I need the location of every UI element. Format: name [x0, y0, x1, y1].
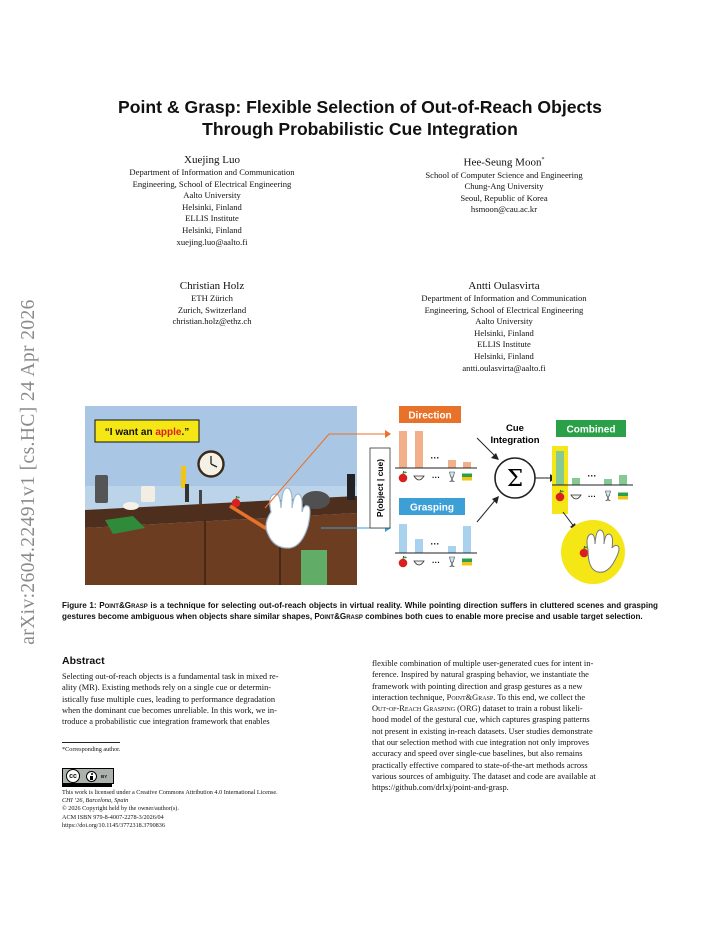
abstract-line: Out-of-Reach Grasping (ORG) dataset to train a robust likeli-: [372, 704, 583, 714]
grasping-ellipsis: ···: [430, 539, 440, 549]
venue-line: CHI ’26, Barcelona, Spain: [62, 797, 129, 805]
affiliation-line: Helsinki, Finland: [474, 350, 534, 361]
author-name: Xuejing Luo: [184, 154, 240, 166]
corresponding-mark: *: [541, 157, 545, 163]
author-email[interactable]: xuejing.luo@aalto.fi: [176, 236, 248, 247]
author-name: Hee-Seung Moon*: [463, 156, 545, 169]
affiliation-line: Aalto University: [475, 316, 533, 327]
repository-link[interactable]: https://github.com/drlxj/point-and-grasp.: [372, 783, 509, 793]
abstract-line: when the dominant cue becomes unreliable. In this work, we in-: [62, 705, 277, 715]
glass-icon: [450, 557, 455, 567]
direction-bar: [463, 462, 471, 468]
abstract-line: practically effective compared to state-of-the-art methods across: [372, 760, 588, 770]
license-line[interactable]: This work is licensed under a Creative Commons Attribution 4.0 International License.: [62, 789, 278, 796]
cc-by-label: BY: [101, 773, 108, 779]
affiliation-line: Department of Information and Communication: [421, 293, 587, 303]
abstract-line: troduce a probabilistic cue integration framework that enables: [62, 717, 270, 727]
abstract-right-column: [372, 658, 659, 794]
title-line-2: Through Probabilistic Cue Integration: [202, 119, 518, 139]
sigma-symbol: Σ: [506, 466, 524, 492]
affiliation-line: ELLIS Institute: [185, 213, 239, 224]
cue-label-line1: Cue: [506, 423, 524, 434]
combined-bar: [604, 479, 612, 485]
author-name: Christian Holz: [179, 280, 245, 292]
axis-label: P(object | cue): [375, 458, 385, 518]
affiliation-line: Seoul, Republic of Korea: [460, 192, 548, 203]
cc-badge-bar: [62, 784, 112, 787]
direction-bar: [415, 431, 423, 468]
license-block: [62, 789, 362, 830]
affiliation-line: Helsinki, Finland: [182, 224, 242, 235]
caption-text: is a technique for selecting out-of-reach objects in virtual reality. While pointing direction suffers in cluttered scenes and grasping gestures become ambiguous when objects share similar shapes,: [62, 601, 658, 621]
dataset-name: Out-of-Reach Grasping: [372, 704, 456, 714]
author-block-moon: [384, 153, 624, 216]
doi-link[interactable]: https://doi.org/10.1145/3772318.3790836: [62, 821, 165, 829]
affiliation-line: Aalto University: [183, 190, 241, 201]
figure-caption: [62, 600, 658, 622]
combined-bar: [619, 475, 627, 485]
paper-title: [80, 96, 640, 140]
apple-icon: [399, 556, 408, 567]
abstract-line: various sources of ambiguity. The dataset and code are available at: [372, 771, 596, 781]
copyright-line: © 2026 Copyright held by the owner/author(s).: [62, 805, 179, 813]
arxiv-stamp: [4, 262, 54, 682]
cue-label-line2: Integration: [490, 435, 540, 446]
author-email[interactable]: christian.holz@ethz.ch: [172, 316, 252, 327]
footnote: *Corresponding author.: [62, 746, 121, 753]
combined-bar: [556, 451, 564, 485]
grasping-bar: [399, 524, 407, 553]
affiliation-line: Helsinki, Finland: [474, 327, 534, 338]
sponge-icon: [618, 493, 628, 500]
abstract-line: accuracy and speed over single-cue baselines, but also remains: [372, 749, 583, 759]
affiliation-line: Engineering, School of Electrical Engineering: [132, 178, 292, 189]
grasping-bar: [415, 539, 423, 553]
speech-word: apple: [155, 427, 182, 438]
caption-text: combines both cues to enable more precise and usable target selection.: [362, 612, 643, 621]
direction-label: Direction: [408, 410, 452, 422]
affiliation-line: ELLIS Institute: [477, 339, 531, 350]
svg-text:“I want an apple.”: [105, 427, 189, 438]
affiliation-line: ETH Zürich: [191, 293, 233, 303]
abstract-line: istically fuse multiple cues, leading to performance degradation: [62, 694, 276, 704]
blender-icon: [95, 475, 108, 503]
abstract-line: ference. Inspired by natural grasping behavior, we instantiate the: [372, 670, 589, 680]
isbn-line: ACM ISBN 979-8-4007-2278-3/2026/04: [62, 813, 164, 821]
footnote-rule: [62, 742, 120, 743]
cc-icon: cc: [66, 769, 80, 783]
direction-bar: [448, 460, 456, 468]
abstract-line: that our selection method with cue integration not only improves: [372, 738, 590, 748]
attribution-icon: [86, 771, 97, 782]
combined-ellipsis: ···: [587, 471, 597, 481]
grasping-bar: [448, 546, 456, 553]
cc-license-badge[interactable]: [62, 768, 114, 784]
glass-icon: [450, 472, 455, 482]
direction-ellipsis: ···: [430, 453, 440, 463]
affiliation-line: Helsinki, Finland: [182, 201, 242, 212]
technique-name: Point&Grasp: [314, 612, 363, 621]
grasping-icon-ellipsis: ···: [432, 558, 440, 567]
author-block-luo: [92, 153, 332, 248]
abstract-line: Selecting out-of-reach objects is a fundamental task in mixed re-: [62, 672, 279, 681]
combined-label: Combined: [566, 424, 616, 436]
affiliation-line: Zurich, Switzerland: [177, 304, 247, 315]
abstract-left-column: [62, 671, 352, 727]
affiliation-line: School of Computer Science and Engineering: [425, 169, 583, 180]
teaser-figure: [85, 400, 665, 590]
author-block-oulasvirta: [384, 279, 624, 374]
bowl-icon: [414, 476, 424, 480]
apple-icon: [399, 471, 408, 482]
speech-prefix: “I want an: [104, 427, 156, 438]
abstract-line: hood model of the gestural cue, which captures grasping patterns: [372, 715, 590, 725]
bowl-icon: [414, 561, 424, 565]
technique-name: Point&Grasp: [446, 692, 494, 702]
abstract-line: interaction technique, Point&Grasp. To this end, we collect the: [372, 692, 586, 702]
user-sleeve: [301, 550, 327, 585]
combined-bar: [572, 478, 580, 485]
abstract-line: ality (MR). Existing methods rely on a single cue or determin-: [62, 683, 272, 693]
author-name: Antti Oulasvirta: [468, 280, 540, 292]
grasping-label: Grasping: [410, 502, 454, 514]
arxiv-id: arXiv:2604.22491v1 [cs.HC] 24 Apr 2026: [18, 299, 39, 645]
bowl-icon: [571, 495, 581, 499]
caption-prefix: Figure 1:: [62, 601, 100, 610]
combined-icon-ellipsis: ···: [588, 492, 596, 501]
grasping-bar: [463, 526, 471, 553]
author-email[interactable]: antti.oulasvirta@aalto.fi: [462, 362, 546, 373]
affiliation-line: Department of Information and Communication: [129, 167, 295, 177]
direction-icon-ellipsis: ···: [432, 473, 440, 482]
abstract-heading: Abstract: [62, 655, 105, 667]
abstract-line: flexible combination of multiple user-generated cues for intent in-: [372, 659, 594, 668]
abstract-line: not present in existing in-reach datasets. User studies demonstrate: [372, 726, 593, 736]
author-email[interactable]: hsmoon@cau.ac.kr: [470, 204, 538, 215]
direction-bar: [399, 431, 407, 468]
affiliation-line: Chung-Ang University: [464, 181, 544, 192]
speech-suffix: .”: [181, 427, 190, 438]
sponge-icon: [462, 559, 472, 566]
glass-icon: [606, 491, 611, 501]
sponge-icon: [462, 474, 472, 481]
author-block-holz: [92, 279, 332, 328]
technique-name: Point&Grasp: [99, 601, 148, 610]
title-line-1: Point & Grasp: Flexible Selection of Out-of-Reach Objects: [118, 97, 602, 117]
affiliation-line: Engineering, School of Electrical Engineering: [424, 304, 584, 315]
abstract-line: framework with pointing direction and grasp gestures as a new: [372, 681, 583, 691]
